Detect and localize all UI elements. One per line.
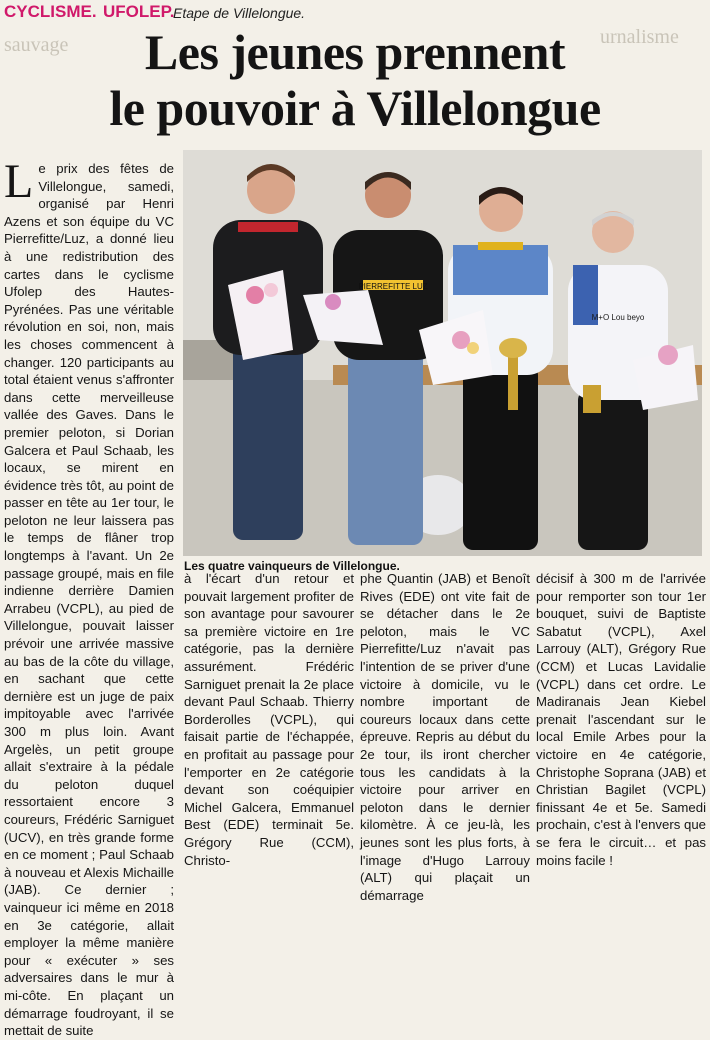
article-column-1-text: e prix des fêtes de Villelongue, samedi, organisé par Henri Azens et son équipe du VC Pierrefitte/Luz, a donné lieu à une redistribution des cartes dans le cyclisme Ufolep des Hautes-Pyrénées. Pas une véritable révolution en soi, non, mais les choses commencent à changer. 120 participants au total étaient venus s'affronter dans cette merveilleuse vallée des Gaves. Dans le premier peloton, si Dorian Galcera et Paul Schaab, les locaux, se mirent en évidence très tôt, au point de passer en tête au 1er tour, le peloton ne leur laissera pas le temps de flâner trop longtemps à l'avant. Un 2e passage groupé, mais en file indienne derrière Damien Arrabeu (VCPL), au pied de Villelongue, pouvait laisser prévoir une arrivée massive au bas de la côte du village, en sachant que cette dernière est un juge de paix impitoyable avec l'arrivée 300 m plus loin. Avant Argelès, un petit groupe allait s'extraire à la pédale du peloton duquel ressortaient encore 3 coureurs, Frédéric Sarniguet (UCV), en très grande forme en ce moment ; Paul Schaab à nouveau et Alexis Michaille (JAB). Ce dernier ; vainqueur ici même en 2018 en 3e catégorie, allait employer la même manière pour « exécuter » ses adversaires dans le mur à mi-côte. En plaçant un démarrage foudroyant, il se mettait de suite xyxy=(4,161,174,1039)
article-column-2 xyxy=(184,570,354,869)
drop-cap: L xyxy=(4,155,34,208)
photo-caption: Les quatre vainqueurs de Villelongue. xyxy=(184,559,400,573)
section-header xyxy=(0,0,710,24)
article-column-4 xyxy=(536,570,706,869)
bleedthrough-text-left: sauvage xyxy=(4,34,69,56)
jersey-text-1: PIERREFITTE LUZ xyxy=(358,282,428,291)
article-column-2-text: à l'écart d'un retour et pouvait largement profiter de son avantage pour savourer sa première victoire en 1re catégorie, pas la dernière assurément. Frédéric Sarniguet prenait la 2e place devant Paul Schaab. Thierry Borderolles (VCPL), qui faisait partie de l'échappée, en profitait au passage pour l'emporter en 2e catégorie devant son coéquipier Michel Galcera, Emmanuel Best (EDE) terminait 5e. Grégory Rue (CCM), Christo- xyxy=(184,571,354,868)
headline-line-2: le pouvoir à Villelongue xyxy=(109,80,601,136)
article-column-3-text: phe Quantin (JAB) et Benoît Rives (EDE) ont vite fait de se détacher dans le 2e peloton, mais le VC Pierrefitte/Luz n'avait pas l'intention de se priver d'une victoire à domicile, vu le nombre important de coureurs locaux dans cette épreuve. Repris au début du 2e tour, ils iront chercher tous les candidats à la victoire pour arriver en peloton dans le dernier kilomètre. À ce jeu-là, les jeunes sont les plus forts, à l'image d'Hugo Larrouy (ALT) qui plaçait un démarrage xyxy=(360,571,530,903)
headline-line-1: Les jeunes prennent xyxy=(144,24,566,80)
article-column-4-text: décisif à 300 m de l'arrivée pour remporter son tour 1er bouquet, suivi de Baptiste Sabatut (VCPL), Axel Larrouy (ALT), Grégory Rue (CCM) et Lucas Lavidalie (VCPL) dans cet ordre. Le Madiranais Jean Kiebel prenait l'ascendant sur le local Emile Arbes pour la victoire en 4e catégorie, Christophe Soprana (JAB) et Christian Bagilet (VCPL) finissant 4e et 5e. Samedi prochain, c'est à l'envers que se fera le circuit… et pas moins facile ! xyxy=(536,571,706,868)
jersey-text-2: M+O Lou beyo xyxy=(591,313,645,322)
article-column-3 xyxy=(360,570,530,904)
section-subtitle: Etape de Villelongue. xyxy=(173,5,306,21)
section-event: UFOLEP. xyxy=(103,2,175,21)
article-column-1 xyxy=(4,155,174,1040)
bleedthrough-text-right: urnalisme xyxy=(600,26,679,48)
winners-photo xyxy=(183,150,702,556)
section-sport: CYCLISME. xyxy=(4,2,97,21)
